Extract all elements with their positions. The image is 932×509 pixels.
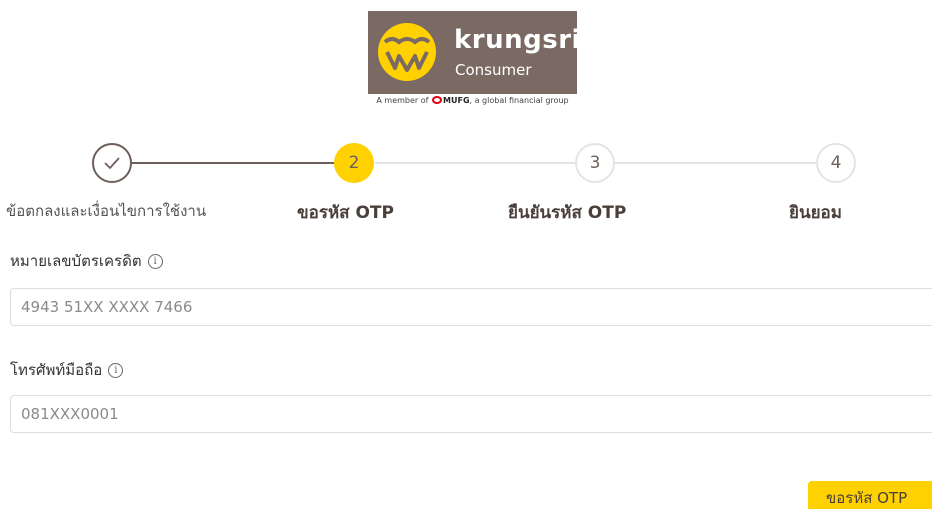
- member-tagline: [368, 96, 577, 105]
- info-icon[interactable]: i: [148, 254, 163, 269]
- step-1-check-icon: [92, 143, 132, 183]
- check-icon: [103, 156, 121, 170]
- step-2-indicator: 2: [334, 143, 374, 183]
- mufg-icon: [432, 96, 442, 104]
- member-group: MUFG: [443, 96, 470, 105]
- krungsri-mark-icon: [377, 22, 437, 82]
- step-3-label: ยืนยันรหัส OTP: [508, 203, 627, 223]
- info-icon[interactable]: i: [108, 363, 123, 378]
- phone-label: [10, 358, 123, 382]
- stepper-connector-pending: [615, 162, 817, 164]
- member-suffix: , a global financial group: [469, 96, 569, 105]
- step-4-label: ยินยอม: [789, 203, 842, 223]
- phone-label-text: โทรศัพท์มือถือ: [10, 361, 103, 379]
- step-2-label: ขอรหัส OTP: [297, 203, 394, 223]
- card-number-label-text: หมายเลขบัตรเครดิต: [10, 252, 142, 270]
- request-otp-button[interactable]: ขอรหัส OTP: [808, 481, 932, 509]
- stepper-connector-pending: [375, 162, 577, 164]
- step-4-indicator: 4: [816, 143, 856, 183]
- brand-name: krungsri: [454, 25, 581, 55]
- card-number-input[interactable]: [10, 288, 932, 326]
- krungsri-logo: [368, 11, 581, 94]
- member-prefix: A member of: [376, 96, 429, 105]
- phone-input[interactable]: [10, 395, 932, 433]
- step-1-label: ข้อตกลงและเงื่อนไขการใช้งาน: [6, 202, 207, 220]
- stepper-connector-done: [131, 162, 336, 164]
- step-3-indicator: 3: [575, 143, 615, 183]
- card-number-label: [10, 249, 163, 273]
- brand-subtitle: Consumer: [455, 61, 532, 79]
